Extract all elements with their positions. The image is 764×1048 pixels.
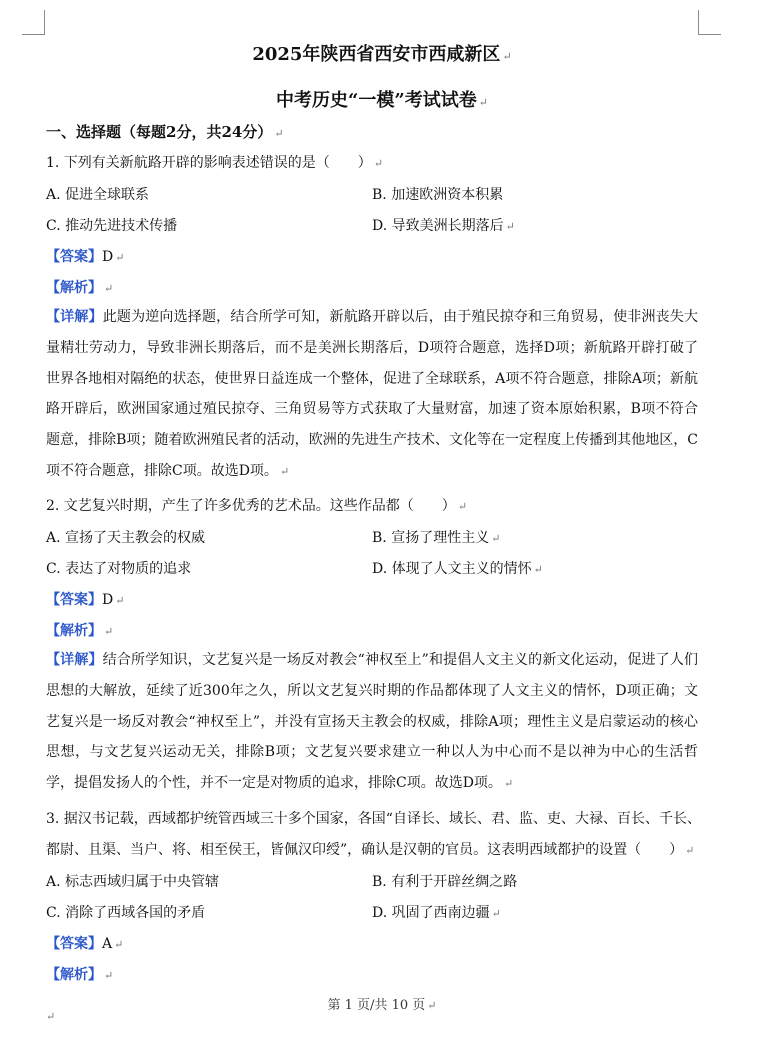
question-3-stem-line-2: 都尉、且渠、当户、将、相至侯王，皆佩汉印绶”，确认是汉朝的官员。这表明西域都护的设置（ ） ↵ — [46, 842, 695, 858]
question-1-analysis-tag: 【解析】 ↵ — [46, 280, 114, 296]
page-footer: 第 1 页/共 10 页 ↵ — [327, 998, 437, 1013]
end-paragraph-mark: ↵ — [46, 1010, 56, 1023]
question-3-analysis-tag: 【解析】 ↵ — [46, 967, 114, 983]
question-2-option-d: D. 体现了人文主义的情怀 ↵ — [372, 561, 543, 577]
question-3-stem-line-1: 3. 据汉书记载，西域都护统管西域三十多个国家，各国“自译长、域长、君、监、吏、大禄、百长、千长、 — [46, 811, 701, 827]
question-1-answer: 【答案】D ↵ — [46, 249, 125, 265]
question-3-option-a: A. 标志西域归属于中央管辖 — [46, 874, 220, 890]
question-1-option-a: A. 促进全球联系 — [46, 187, 150, 203]
question-2-analysis-tag: 【解析】 ↵ — [46, 623, 114, 639]
question-2-stem: 2. 文艺复兴时期，产生了许多优秀的艺术品。这些作品都（ ） ↵ — [46, 498, 468, 514]
question-2-option-c: C. 表达了对物质的追求 — [46, 561, 192, 577]
section-heading: 一、选择题（每题2分，共24分） ↵ — [46, 123, 284, 141]
question-2-answer: 【答案】D ↵ — [46, 592, 125, 608]
question-3-option-c: C. 消除了西域各国的矛盾 — [46, 905, 206, 921]
title-line-1: 2025年陕西省西安市西咸新区 ↵ — [252, 44, 512, 65]
question-1-option-b: B. 加速欧洲资本积累 — [372, 187, 504, 203]
question-1-detail: 【详解】此题为逆向选择题，结合所学可知，新航路开辟以后，由于殖民掠夺和三角贸易，使非洲丧失大量精壮劳动力，导致非洲长期落后，而不是美洲长期落后，D项符合题意，选择D项；新航路开辟打破了世界各地相对隔绝的状态，使世界日益连成一个整体，促进了全球联系，A项不符合题意，排除A项；新航路开辟后，欧洲国家通过殖民掠夺、三角贸易等方式获取了大量财富，加速了资本原始积累，B项不符合题意，排除B项；随着欧洲殖民者的活动，欧洲的先进生产技术、文化等在一定程度上传播到其他地区，C项不符合题意，排除C项。故选D项。 ↵ — [46, 309, 699, 479]
question-2-option-a: A. 宣扬了天主教会的权威 — [46, 530, 206, 546]
question-2-detail: 【详解】结合所学知识，文艺复兴是一场反对教会“神权至上”和提倡人文主义的新文化运动，促进了人们思想的大解放，延续了近300年之久，所以文艺复兴时期的作品都体现了人文主义的情怀，D项正确；文艺复兴是一场反对教会“神权至上”，并没有宣扬天主教会的权威，排除A项；理性主义是启蒙运动的核心思想，与文艺复兴运动无关，排除B项；文艺复兴要求建立一种以人为中心而不是以神为中心的生活哲学，提倡发扬人的个性，并不一定是对物质的追求，排除C项。故选D项。 ↵ — [46, 652, 699, 792]
question-1-stem: 1. 下列有关新航路开辟的影响表述错误的是（ ） ↵ — [46, 155, 384, 171]
question-3-answer: 【答案】A ↵ — [46, 936, 124, 952]
question-2-option-b: B. 宣扬了理性主义 ↵ — [372, 530, 501, 546]
question-3-option-b: B. 有利于开辟丝绸之路 — [372, 874, 518, 890]
title-line-2: 中考历史“一模”考试试卷 ↵ — [276, 90, 488, 111]
question-1-option-c: C. 推动先进技术传播 — [46, 218, 178, 234]
question-3-option-d: D. 巩固了西南边疆 ↵ — [372, 905, 501, 921]
question-1-option-d: D. 导致美洲长期落后 ↵ — [372, 218, 515, 234]
crop-mark-top-right — [698, 10, 721, 35]
crop-mark-top-left — [22, 10, 45, 35]
